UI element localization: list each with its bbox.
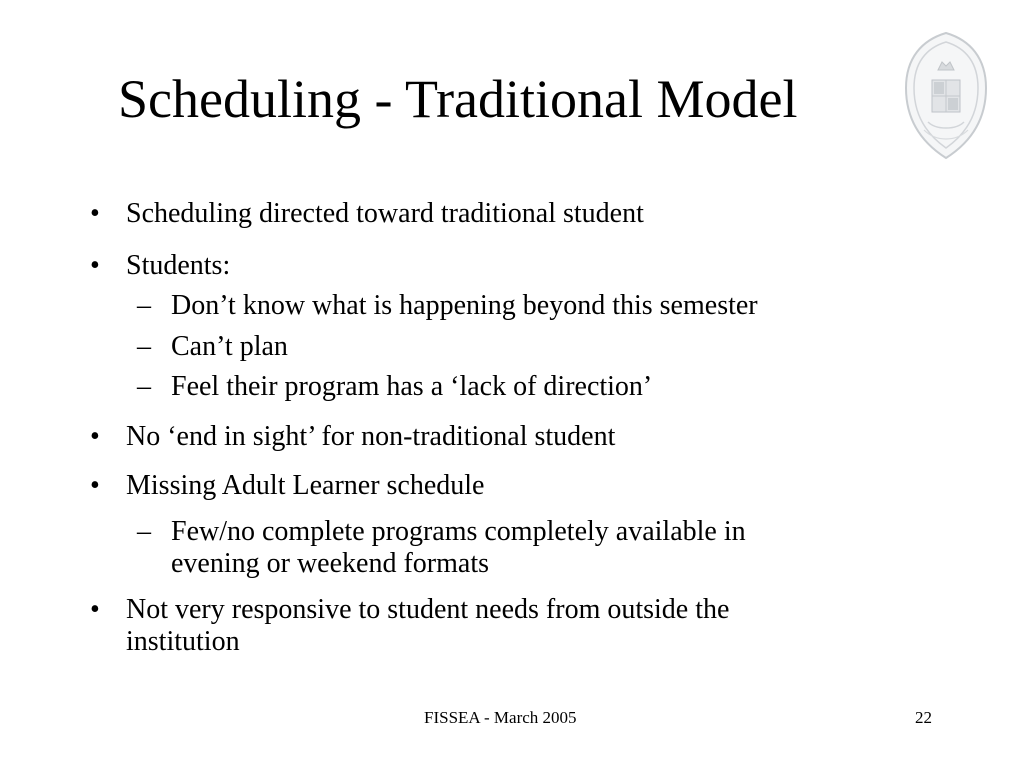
sub-bullet-marker: – — [137, 331, 151, 362]
list-item — [90, 594, 730, 626]
list-item-text: Feel their program has a ‘lack of direction’ — [171, 371, 653, 402]
list-item — [137, 516, 746, 548]
list-item-text: evening or weekend formats — [171, 548, 489, 579]
sub-bullet-marker: – — [137, 290, 151, 321]
list-item — [137, 290, 758, 322]
list-item-text: Missing Adult Learner schedule — [126, 470, 485, 501]
list-item-text: Few/no complete programs completely available in — [171, 516, 746, 547]
bullet-marker: • — [90, 594, 100, 625]
list-item — [90, 470, 485, 502]
bullet-marker: • — [90, 250, 100, 281]
slide-title: Scheduling - Traditional Model — [118, 69, 798, 129]
bullet-marker: • — [90, 198, 100, 229]
list-item-text: No ‘end in sight’ for non-traditional student — [126, 421, 616, 452]
list-item-text: Don’t know what is happening beyond this semester — [171, 290, 758, 321]
list-item-text: institution — [126, 626, 240, 657]
sub-bullet-marker: – — [137, 516, 151, 547]
list-item — [137, 371, 653, 403]
list-item — [90, 250, 231, 282]
list-item-text: Students: — [126, 250, 231, 281]
list-item-continuation — [171, 548, 489, 580]
list-item — [90, 421, 616, 453]
bullet-marker: • — [90, 421, 100, 452]
page-number: 22 — [915, 708, 932, 727]
slide-footer: FISSEA - March 2005 — [424, 708, 577, 727]
list-item-continuation — [126, 626, 240, 658]
list-item-text: Scheduling directed toward traditional student — [126, 198, 644, 229]
sub-bullet-marker: – — [137, 371, 151, 402]
list-item-text: Not very responsive to student needs from outside the — [126, 594, 730, 625]
list-item-text: Can’t plan — [171, 331, 288, 362]
list-item — [90, 198, 644, 230]
bullet-marker: • — [90, 470, 100, 501]
list-item — [137, 331, 288, 363]
